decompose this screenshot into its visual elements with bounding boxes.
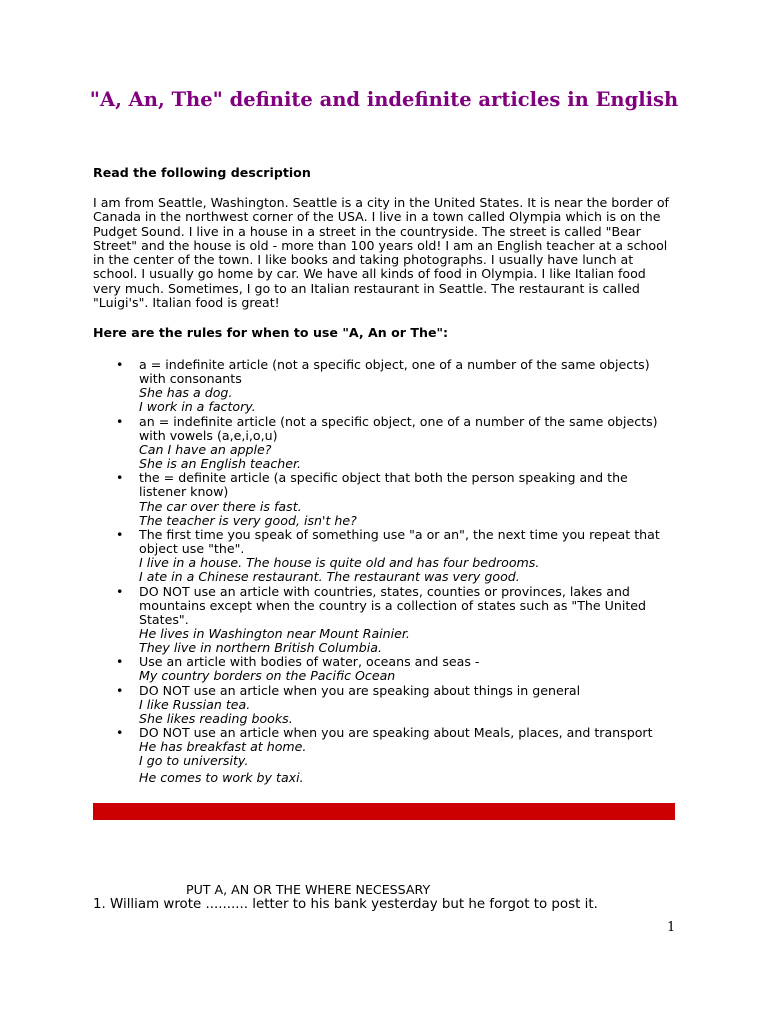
rule-text: DO NOT use an article with countries, states, counties or provinces, lakes and mountains except when the country is a collection of states such as "The United States". — [139, 583, 647, 627]
rule-example: I go to university. — [139, 753, 249, 769]
rule-example: I work in a factory. — [139, 399, 256, 415]
rule-example: I live in a house. The house is quite old and has four bedrooms. — [139, 555, 540, 571]
rule-example: He has breakfast at home. — [139, 739, 307, 755]
rule-example: He comes to work by taxi. — [139, 769, 304, 785]
bullet-icon: • — [116, 654, 124, 670]
rule-item — [93, 415, 677, 472]
rules-list — [93, 358, 677, 785]
rule-text: the = definite article (a specific object that both the person speaking and the listener know) — [139, 470, 628, 500]
bullet-icon: • — [116, 725, 124, 741]
bullet-icon: • — [116, 470, 124, 486]
rule-item — [93, 471, 677, 528]
exercise-question-1: 1. William wrote .......... letter to his bank yesterday but he forgot to post it. — [93, 897, 598, 912]
rule-text: a = indefinite article (not a specific object, one of a number of the same objects) with consonants — [139, 357, 650, 387]
rule-example: Can I have an apple? — [139, 441, 272, 457]
bullet-icon: • — [116, 357, 124, 372]
rule-item — [93, 726, 677, 785]
rule-example: She is an English teacher. — [139, 456, 302, 472]
rule-text: DO NOT use an article when you are speaking about Meals, places, and transport — [139, 725, 653, 741]
rule-item — [93, 528, 677, 585]
rule-example: They live in northern British Columbia. — [139, 640, 383, 656]
bullet-icon: • — [116, 682, 124, 698]
rule-text: DO NOT use an article when you are speaking about things in general — [139, 682, 581, 698]
bullet-icon: • — [116, 583, 124, 599]
bullet-icon: • — [116, 413, 124, 429]
rule-item — [93, 585, 677, 656]
description-paragraph: I am from Seattle, Washington. Seattle is a city in the United States. It is near the border of Canada in the northwest corner of the USA. I live in a town called Olympia which is on the Pudget Sound. I live in a house in a street in the countryside. The street is called "Bear Street" and the house is old - more than 100 years old! I am an English teacher at a school in the center of the town. I like books and taking photographs. I usually have lunch at school. I usually go home by car. We have all kinds of food in Olympia. I like Italian food very much. Sometimes, I go to an Italian restaurant in Seattle. The restaurant is called "Luigi's". Italian food is great! — [93, 195, 669, 311]
rule-text: The first time you speak of something use "a or an", the next time you repeat that object use "the". — [139, 526, 660, 557]
rule-example: The teacher is very good, isn't he? — [139, 512, 357, 528]
page-title: "A, An, The" definite and indefinite articles in English — [89, 88, 679, 111]
rule-example: She has a dog. — [139, 385, 233, 401]
rule-example: I ate in a Chinese restaurant. The restaurant was very good. — [139, 569, 520, 585]
read-heading: Read the following description — [93, 165, 311, 180]
exercise-instruction: PUT A, AN OR THE WHERE NECESSARY — [186, 882, 431, 897]
rule-example: My country borders on the Pacific Ocean — [139, 668, 396, 684]
rule-example: He lives in Washington near Mount Rainier. — [139, 625, 410, 641]
rule-example: She likes reading books. — [139, 710, 293, 726]
page-number: 1 — [667, 920, 676, 935]
bullet-icon: • — [116, 526, 124, 542]
rules-heading: Here are the rules for when to use "A, An or The": — [93, 325, 449, 340]
rule-text: an = indefinite article (not a specific object, one of a number of the same objects) with vowels (a,e,i,o,u) — [139, 413, 658, 443]
rule-example: I like Russian tea. — [139, 696, 251, 712]
rule-item — [93, 358, 677, 415]
rule-item — [93, 684, 677, 726]
rule-example: The car over there is fast. — [139, 498, 302, 514]
rule-item — [93, 655, 677, 683]
red-divider-bar — [93, 803, 675, 820]
rule-text: Use an article with bodies of water, oceans and seas - — [139, 654, 480, 670]
